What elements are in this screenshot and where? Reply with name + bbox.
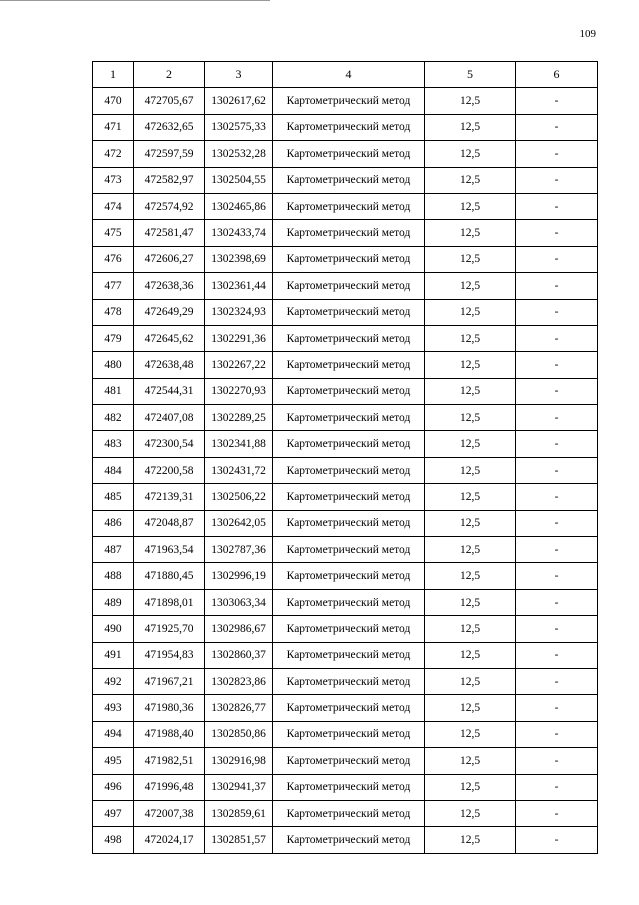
- description-cell: -: [516, 695, 598, 721]
- accuracy-cell: 12,5: [425, 642, 516, 668]
- column-header-5: 5: [425, 62, 516, 88]
- table-row: [93, 246, 598, 272]
- description-cell: -: [516, 616, 598, 642]
- description-cell: -: [516, 748, 598, 774]
- y-coordinate-cell: 1302916,98: [205, 748, 273, 774]
- method-cell: Картометрический метод: [273, 748, 425, 774]
- x-coordinate-cell: 472649,29: [134, 299, 205, 325]
- y-coordinate-cell: 1302324,93: [205, 299, 273, 325]
- method-cell: Картометрический метод: [273, 774, 425, 800]
- point-number-cell: 480: [93, 352, 134, 378]
- description-cell: -: [516, 299, 598, 325]
- top-rule: [0, 0, 270, 1]
- y-coordinate-cell: 1302431,72: [205, 457, 273, 483]
- accuracy-cell: 12,5: [425, 299, 516, 325]
- table-row: [93, 325, 598, 351]
- description-cell: -: [516, 537, 598, 563]
- method-cell: Картометрический метод: [273, 273, 425, 299]
- point-number-cell: 491: [93, 642, 134, 668]
- point-number-cell: 483: [93, 431, 134, 457]
- x-coordinate-cell: 472544,31: [134, 378, 205, 404]
- point-number-cell: 473: [93, 167, 134, 193]
- method-cell: Картометрический метод: [273, 193, 425, 219]
- y-coordinate-cell: 1302787,36: [205, 537, 273, 563]
- table-row: [93, 167, 598, 193]
- description-cell: -: [516, 141, 598, 167]
- y-coordinate-cell: 1302850,86: [205, 721, 273, 747]
- x-coordinate-cell: 472638,48: [134, 352, 205, 378]
- table-row: [93, 405, 598, 431]
- description-cell: -: [516, 827, 598, 853]
- point-number-cell: 497: [93, 800, 134, 826]
- column-header-3: 3: [205, 62, 273, 88]
- table-row: [93, 563, 598, 589]
- method-cell: Картометрический метод: [273, 220, 425, 246]
- description-cell: -: [516, 457, 598, 483]
- method-cell: Картометрический метод: [273, 589, 425, 615]
- y-coordinate-cell: 1302860,37: [205, 642, 273, 668]
- column-header-4: 4: [273, 62, 425, 88]
- accuracy-cell: 12,5: [425, 457, 516, 483]
- point-number-cell: 488: [93, 563, 134, 589]
- accuracy-cell: 12,5: [425, 800, 516, 826]
- point-number-cell: 477: [93, 273, 134, 299]
- method-cell: Картометрический метод: [273, 114, 425, 140]
- point-number-cell: 482: [93, 405, 134, 431]
- accuracy-cell: 12,5: [425, 325, 516, 351]
- accuracy-cell: 12,5: [425, 695, 516, 721]
- y-coordinate-cell: 1302823,86: [205, 668, 273, 694]
- point-number-cell: 481: [93, 378, 134, 404]
- table-row: [93, 273, 598, 299]
- x-coordinate-cell: 472632,65: [134, 114, 205, 140]
- accuracy-cell: 12,5: [425, 537, 516, 563]
- y-coordinate-cell: 1302465,86: [205, 193, 273, 219]
- x-coordinate-cell: 472606,27: [134, 246, 205, 272]
- point-number-cell: 494: [93, 721, 134, 747]
- method-cell: Картометрический метод: [273, 88, 425, 114]
- y-coordinate-cell: 1302986,67: [205, 616, 273, 642]
- point-number-cell: 486: [93, 510, 134, 536]
- description-cell: -: [516, 352, 598, 378]
- table-row: [93, 827, 598, 853]
- accuracy-cell: 12,5: [425, 220, 516, 246]
- table-row: [93, 88, 598, 114]
- x-coordinate-cell: 471963,54: [134, 537, 205, 563]
- description-cell: -: [516, 273, 598, 299]
- accuracy-cell: 12,5: [425, 141, 516, 167]
- method-cell: Картометрический метод: [273, 246, 425, 272]
- point-number-cell: 489: [93, 589, 134, 615]
- table-row: [93, 484, 598, 510]
- y-coordinate-cell: 1302433,74: [205, 220, 273, 246]
- point-number-cell: 492: [93, 668, 134, 694]
- x-coordinate-cell: 471988,40: [134, 721, 205, 747]
- x-coordinate-cell: 472300,54: [134, 431, 205, 457]
- y-coordinate-cell: 1302506,22: [205, 484, 273, 510]
- y-coordinate-cell: 1302504,55: [205, 167, 273, 193]
- accuracy-cell: 12,5: [425, 352, 516, 378]
- table-row: [93, 193, 598, 219]
- method-cell: Картометрический метод: [273, 827, 425, 853]
- x-coordinate-cell: 472048,87: [134, 510, 205, 536]
- x-coordinate-cell: 471967,21: [134, 668, 205, 694]
- accuracy-cell: 12,5: [425, 668, 516, 694]
- x-coordinate-cell: 471980,36: [134, 695, 205, 721]
- y-coordinate-cell: 1303063,34: [205, 589, 273, 615]
- y-coordinate-cell: 1302826,77: [205, 695, 273, 721]
- table-row: [93, 457, 598, 483]
- x-coordinate-cell: 472407,08: [134, 405, 205, 431]
- coordinates-table: [92, 61, 598, 854]
- y-coordinate-cell: 1302532,28: [205, 141, 273, 167]
- point-number-cell: 487: [93, 537, 134, 563]
- accuracy-cell: 12,5: [425, 721, 516, 747]
- accuracy-cell: 12,5: [425, 167, 516, 193]
- description-cell: -: [516, 114, 598, 140]
- table-row: [93, 114, 598, 140]
- y-coordinate-cell: 1302267,22: [205, 352, 273, 378]
- description-cell: -: [516, 589, 598, 615]
- method-cell: Картометрический метод: [273, 563, 425, 589]
- method-cell: Картометрический метод: [273, 457, 425, 483]
- accuracy-cell: 12,5: [425, 484, 516, 510]
- accuracy-cell: 12,5: [425, 378, 516, 404]
- description-cell: -: [516, 774, 598, 800]
- accuracy-cell: 12,5: [425, 405, 516, 431]
- description-cell: -: [516, 405, 598, 431]
- point-number-cell: 479: [93, 325, 134, 351]
- method-cell: Картометрический метод: [273, 616, 425, 642]
- method-cell: Картометрический метод: [273, 405, 425, 431]
- description-cell: -: [516, 246, 598, 272]
- table-row: [93, 668, 598, 694]
- table-row: [93, 431, 598, 457]
- point-number-cell: 485: [93, 484, 134, 510]
- point-number-cell: 470: [93, 88, 134, 114]
- point-number-cell: 498: [93, 827, 134, 853]
- accuracy-cell: 12,5: [425, 774, 516, 800]
- x-coordinate-cell: 471996,48: [134, 774, 205, 800]
- description-cell: -: [516, 378, 598, 404]
- table-row: [93, 299, 598, 325]
- x-coordinate-cell: 472582,97: [134, 167, 205, 193]
- page-number: 109: [579, 28, 596, 40]
- table-row: [93, 352, 598, 378]
- x-coordinate-cell: 472597,59: [134, 141, 205, 167]
- table-row: [93, 695, 598, 721]
- accuracy-cell: 12,5: [425, 114, 516, 140]
- method-cell: Картометрический метод: [273, 167, 425, 193]
- table-row: [93, 378, 598, 404]
- table-row: [93, 642, 598, 668]
- point-number-cell: 493: [93, 695, 134, 721]
- accuracy-cell: 12,5: [425, 431, 516, 457]
- column-header-6: 6: [516, 62, 598, 88]
- column-header-2: 2: [134, 62, 205, 88]
- accuracy-cell: 12,5: [425, 193, 516, 219]
- y-coordinate-cell: 1302996,19: [205, 563, 273, 589]
- x-coordinate-cell: 472581,47: [134, 220, 205, 246]
- accuracy-cell: 12,5: [425, 510, 516, 536]
- y-coordinate-cell: 1302270,93: [205, 378, 273, 404]
- description-cell: -: [516, 642, 598, 668]
- method-cell: Картометрический метод: [273, 510, 425, 536]
- accuracy-cell: 12,5: [425, 616, 516, 642]
- description-cell: -: [516, 484, 598, 510]
- accuracy-cell: 12,5: [425, 563, 516, 589]
- point-number-cell: 472: [93, 141, 134, 167]
- description-cell: -: [516, 325, 598, 351]
- method-cell: Картометрический метод: [273, 800, 425, 826]
- column-header-1: 1: [93, 62, 134, 88]
- description-cell: -: [516, 431, 598, 457]
- point-number-cell: 496: [93, 774, 134, 800]
- table-row: [93, 800, 598, 826]
- x-coordinate-cell: 472574,92: [134, 193, 205, 219]
- y-coordinate-cell: 1302941,37: [205, 774, 273, 800]
- description-cell: -: [516, 167, 598, 193]
- y-coordinate-cell: 1302361,44: [205, 273, 273, 299]
- description-cell: -: [516, 193, 598, 219]
- table-row: [93, 721, 598, 747]
- method-cell: Картометрический метод: [273, 642, 425, 668]
- point-number-cell: 484: [93, 457, 134, 483]
- accuracy-cell: 12,5: [425, 246, 516, 272]
- table-row: [93, 510, 598, 536]
- table-row: [93, 774, 598, 800]
- x-coordinate-cell: 472007,38: [134, 800, 205, 826]
- table-row: [93, 537, 598, 563]
- method-cell: Картометрический метод: [273, 668, 425, 694]
- point-number-cell: 474: [93, 193, 134, 219]
- method-cell: Картометрический метод: [273, 721, 425, 747]
- x-coordinate-cell: 472645,62: [134, 325, 205, 351]
- x-coordinate-cell: 471880,45: [134, 563, 205, 589]
- point-number-cell: 490: [93, 616, 134, 642]
- y-coordinate-cell: 1302859,61: [205, 800, 273, 826]
- point-number-cell: 471: [93, 114, 134, 140]
- table-row: [93, 141, 598, 167]
- point-number-cell: 478: [93, 299, 134, 325]
- y-coordinate-cell: 1302398,69: [205, 246, 273, 272]
- table-body: [93, 88, 598, 853]
- x-coordinate-cell: 472139,31: [134, 484, 205, 510]
- x-coordinate-cell: 471954,83: [134, 642, 205, 668]
- x-coordinate-cell: 471898,01: [134, 589, 205, 615]
- method-cell: Картометрический метод: [273, 431, 425, 457]
- table-row: [93, 616, 598, 642]
- description-cell: -: [516, 721, 598, 747]
- description-cell: -: [516, 668, 598, 694]
- point-number-cell: 495: [93, 748, 134, 774]
- accuracy-cell: 12,5: [425, 827, 516, 853]
- description-cell: -: [516, 800, 598, 826]
- method-cell: Картометрический метод: [273, 141, 425, 167]
- method-cell: Картометрический метод: [273, 299, 425, 325]
- y-coordinate-cell: 1302289,25: [205, 405, 273, 431]
- y-coordinate-cell: 1302575,33: [205, 114, 273, 140]
- table-row: [93, 589, 598, 615]
- table-row: [93, 220, 598, 246]
- point-number-cell: 476: [93, 246, 134, 272]
- y-coordinate-cell: 1302291,36: [205, 325, 273, 351]
- description-cell: -: [516, 88, 598, 114]
- x-coordinate-cell: 472705,67: [134, 88, 205, 114]
- y-coordinate-cell: 1302851,57: [205, 827, 273, 853]
- point-number-cell: 475: [93, 220, 134, 246]
- table-row: [93, 748, 598, 774]
- method-cell: Картометрический метод: [273, 537, 425, 563]
- accuracy-cell: 12,5: [425, 88, 516, 114]
- method-cell: Картометрический метод: [273, 352, 425, 378]
- description-cell: -: [516, 220, 598, 246]
- accuracy-cell: 12,5: [425, 589, 516, 615]
- method-cell: Картометрический метод: [273, 378, 425, 404]
- method-cell: Картометрический метод: [273, 325, 425, 351]
- description-cell: -: [516, 563, 598, 589]
- accuracy-cell: 12,5: [425, 273, 516, 299]
- x-coordinate-cell: 472024,17: [134, 827, 205, 853]
- x-coordinate-cell: 471925,70: [134, 616, 205, 642]
- accuracy-cell: 12,5: [425, 748, 516, 774]
- y-coordinate-cell: 1302341,88: [205, 431, 273, 457]
- description-cell: -: [516, 510, 598, 536]
- table-header-row: [93, 62, 598, 88]
- x-coordinate-cell: 472638,36: [134, 273, 205, 299]
- x-coordinate-cell: 471982,51: [134, 748, 205, 774]
- y-coordinate-cell: 1302617,62: [205, 88, 273, 114]
- method-cell: Картометрический метод: [273, 695, 425, 721]
- method-cell: Картометрический метод: [273, 484, 425, 510]
- x-coordinate-cell: 472200,58: [134, 457, 205, 483]
- y-coordinate-cell: 1302642,05: [205, 510, 273, 536]
